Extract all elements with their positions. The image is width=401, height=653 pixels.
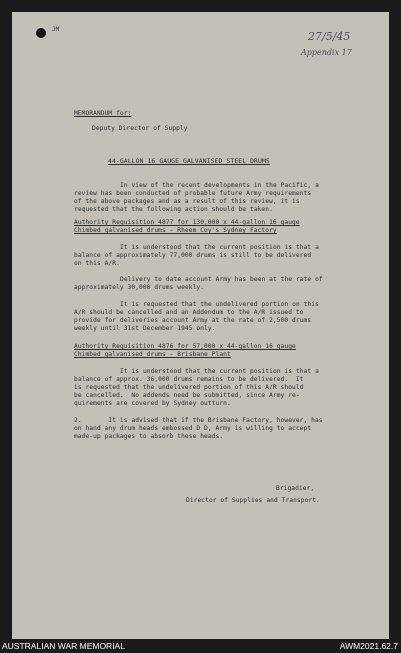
signature-rank: Brigadier, xyxy=(276,485,315,492)
memo-label: MEMORANDUM for: xyxy=(74,110,132,117)
heading2-line: Authority Requisition 4876 for 57,000 x 44-gallon 16 gauge xyxy=(74,343,296,350)
para1-line: In view of the recent developments in the Pacific, a xyxy=(120,182,319,189)
signature-title: Director of Supplies and Transport. xyxy=(186,497,320,504)
para5-line: It is understood that the current position is that a xyxy=(120,368,319,375)
heading2-line: Chimbed galvanised drums - Brisbane Plant xyxy=(74,351,231,358)
handwritten-date: 27/5/45 xyxy=(308,30,351,43)
document-page xyxy=(12,12,389,639)
heading1-line: Authority Requisition 4877 for 130,000 x 44-gallon 16 gauge xyxy=(74,219,300,226)
memo-subject: 44-GALLON 16 GAUGE GALVANISED STEEL DRUMS xyxy=(108,157,270,165)
para1-line: of the above packages and as a result of this review, it is xyxy=(74,198,300,205)
para1-line: requested that the following action should be taken. xyxy=(74,206,273,213)
para4-line: provide for deliveries account Army at the rate of 2,500 drums xyxy=(74,317,312,324)
para5-line: balance of approx. 36,000 drums remains to be delivered. It xyxy=(74,376,304,383)
para2-line: on this A/R. xyxy=(74,260,120,267)
footer-institution: AUSTRALIAN WAR MEMORIAL xyxy=(2,641,125,651)
para3-line: Delivery to date account Army has been at the rate of xyxy=(120,276,323,283)
para5-line: quirements are covered by Sydney outturn. xyxy=(74,400,231,407)
heading1-line: Chimbed galvanised drums - Rheem Coy's Sydney Factory xyxy=(74,227,277,234)
memo-recipient: Deputy Director of Supply xyxy=(92,125,188,132)
para4-line: A/R should be cancelled and an Addendum to the A/R issued to xyxy=(74,309,304,316)
para5-line: be cancelled. No addends need be submitted, since Army re- xyxy=(74,392,300,399)
para6-line: 2. It is advised that if the Brisbane Factory, however, has xyxy=(74,417,323,424)
para4-line: weekly until 31st December 1945 only. xyxy=(74,325,216,332)
handwritten-reference: Appendix 17 xyxy=(301,48,352,57)
para4-line: It is requested that the undelivered portion on this xyxy=(120,301,319,308)
para6-line: on hand any drum heads embossed D D, Army is willing to accept xyxy=(74,425,312,432)
para2-line: balance of approximately 77,000 drums is still to be delivered xyxy=(74,252,312,259)
footer-accession-number: AWM2021.62.7 xyxy=(339,641,398,651)
para2-line: It is understood that the current position is that a xyxy=(120,244,319,251)
para3-line: approximately 30,000 drums weekly. xyxy=(74,284,205,291)
para5-line: is requested that the undelivered portion of this A/R should xyxy=(74,384,304,391)
punch-hole xyxy=(36,28,46,38)
footer-bar xyxy=(0,641,401,653)
para6-line: made-up packages to absorb these heads. xyxy=(74,433,224,440)
para1-line: review has been conducted of probable future Army requirements xyxy=(74,190,312,197)
corner-mark: JM xyxy=(52,26,60,33)
